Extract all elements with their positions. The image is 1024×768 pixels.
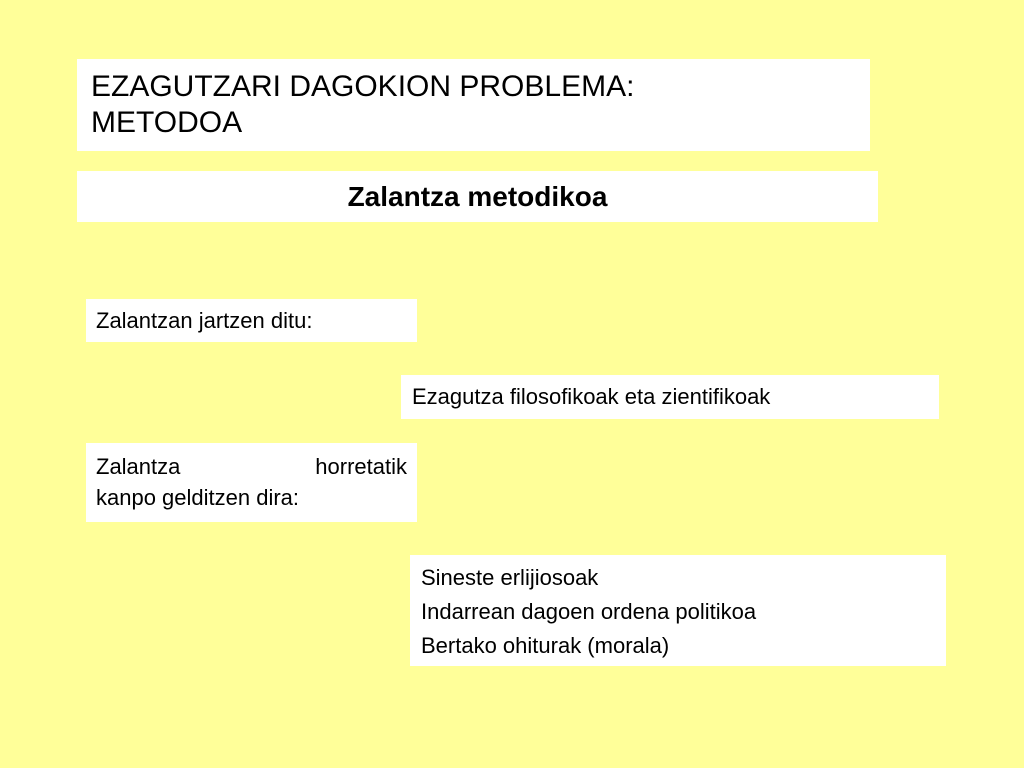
slide-title-line-1: EZAGUTZARI DAGOKION PROBLEMA: — [91, 70, 635, 103]
doubted-item: Ezagutza filosofikoak eta zientifikoak — [412, 384, 771, 409]
excluded-list-box — [410, 555, 946, 666]
excluded-label-line-1 — [96, 451, 407, 482]
slide-title-line-2: METODOA — [91, 106, 243, 139]
slide-subtitle-box — [77, 171, 878, 222]
excluded-label-line-2: kanpo gelditzen dira: — [96, 485, 300, 510]
excluded-label-box — [86, 443, 417, 522]
slide-title-box — [77, 59, 870, 151]
slide-subtitle: Zalantza metodikoa — [347, 181, 608, 212]
excluded-label-word-1: Zalantza — [96, 454, 181, 479]
excluded-list-item: Indarrean dagoen ordena politikoa — [421, 599, 757, 624]
excluded-label-word-2: horretatik — [315, 454, 407, 479]
doubts-label: Zalantzan jartzen ditu: — [96, 308, 313, 333]
excluded-list-item: Bertako ohiturak (morala) — [421, 633, 670, 658]
doubted-item-box — [401, 375, 939, 419]
excluded-list-item: Sineste erlijiosoak — [421, 565, 599, 590]
doubts-label-box — [86, 299, 417, 342]
